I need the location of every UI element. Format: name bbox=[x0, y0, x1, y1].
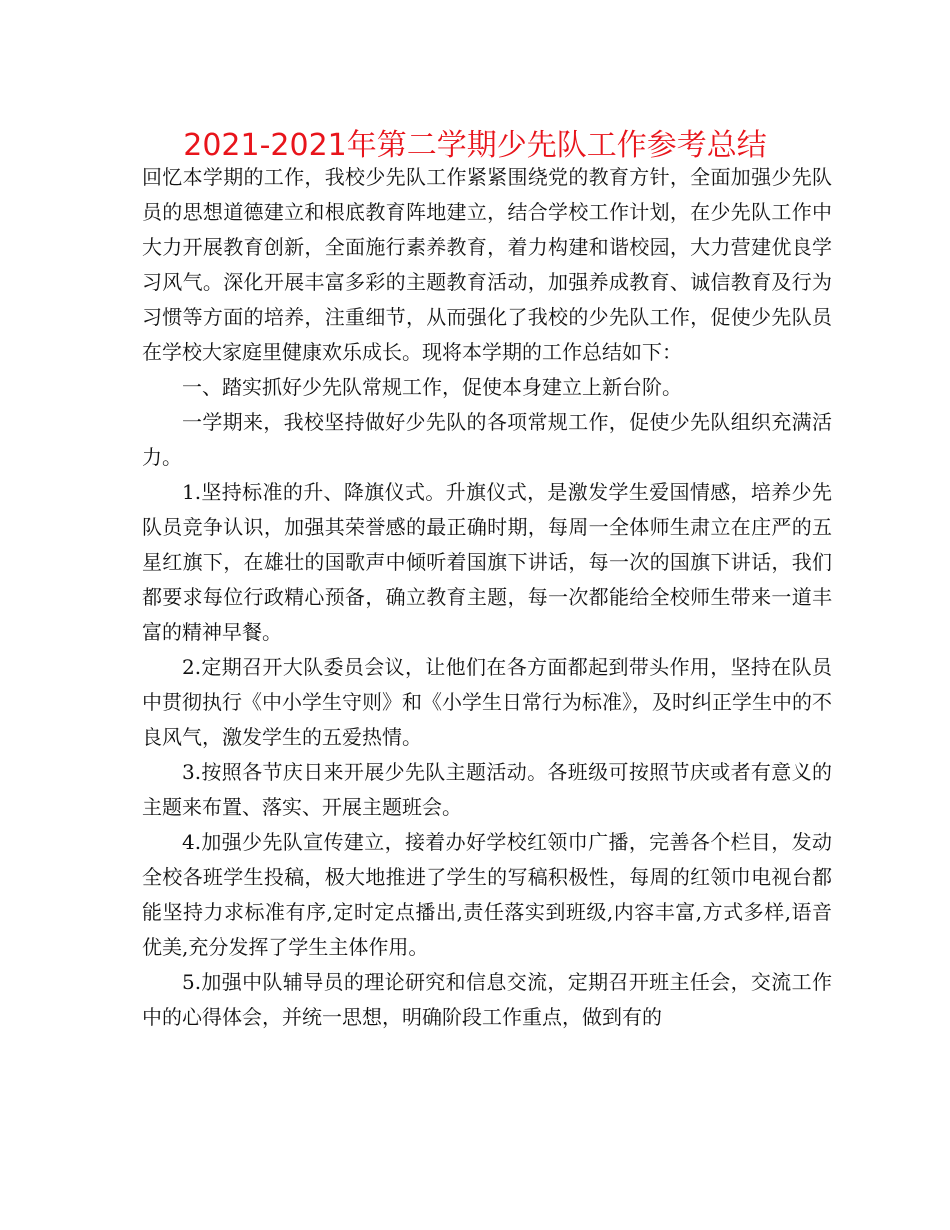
paragraph-item-3: 3.按照各节庆日来开展少先队主题活动。各班级可按照节庆或者有意义的主题来布置、落实、开展主题班会。 bbox=[142, 760, 832, 819]
document-title: 2021-2021年第二学期少先队工作参考总结 bbox=[183, 128, 767, 163]
document-body bbox=[142, 160, 832, 1035]
paragraph-item-5: 5.加强中队辅导员的理论研究和信息交流，定期召开班主任会，交流工作中的心得体会，并统一思想，明确阶段工作重点，做到有的 bbox=[142, 970, 832, 1029]
paragraph-intro: 回忆本学期的工作，我校少先队工作紧紧围绕党的教育方针，全面加强少先队员的思想道德建立和根底教育阵地建立，结合学校工作计划，在少先队工作中大力开展教育创新，全面施行素养教育，着力构建和谐校园，大力营建优良学习风气。深化开展丰富多彩的主题教育活动，加强养成教育、诚信教育及行为习惯等方面的培养，注重细节，从而强化了我校的少先队工作，促使少先队员在学校大家庭里健康欢乐成长。现将本学期的工作总结如下： bbox=[142, 165, 832, 364]
paragraph-item-2: 2.定期召开大队委员会议，让他们在各方面都起到带头作用，坚持在队员中贯彻执行《中小学生守则》和《小学生日常行为标准》，及时纠正学生中的不良风气，激发学生的五爱热情。 bbox=[142, 655, 832, 749]
paragraph-item-1: 1.坚持标准的升、降旗仪式。升旗仪式，是激发学生爱国情感，培养少先队员竞争认识，加强其荣誉感的最正确时期，每周一全体师生肃立在庄严的五星红旗下，在雄壮的国歌声中倾听着国旗下讲话，每一次的国旗下讲话，我们都要求每位行政精心预备，确立教育主题，每一次都能给全校师生带来一道丰富的精神早餐。 bbox=[142, 480, 832, 644]
paragraph-section-summary: 一学期来，我校坚持做好少先队的各项常规工作，促使少先队组织充满活力。 bbox=[142, 410, 832, 469]
paragraph-section-heading: 一、踏实抓好少先队常规工作，促使本身建立上新台阶。 bbox=[182, 375, 682, 399]
paragraph-item-4: 4.加强少先队宣传建立，接着办好学校红领巾广播，完善各个栏目，发动全校各班学生投稿，极大地推进了学生的写稿积极性，每周的红领巾电视台都能坚持力求标准有序,定时定点播出,责任落实到班级,内容丰富,方式多样,语音优美,充分发挥了学生主体作用。 bbox=[142, 830, 832, 959]
